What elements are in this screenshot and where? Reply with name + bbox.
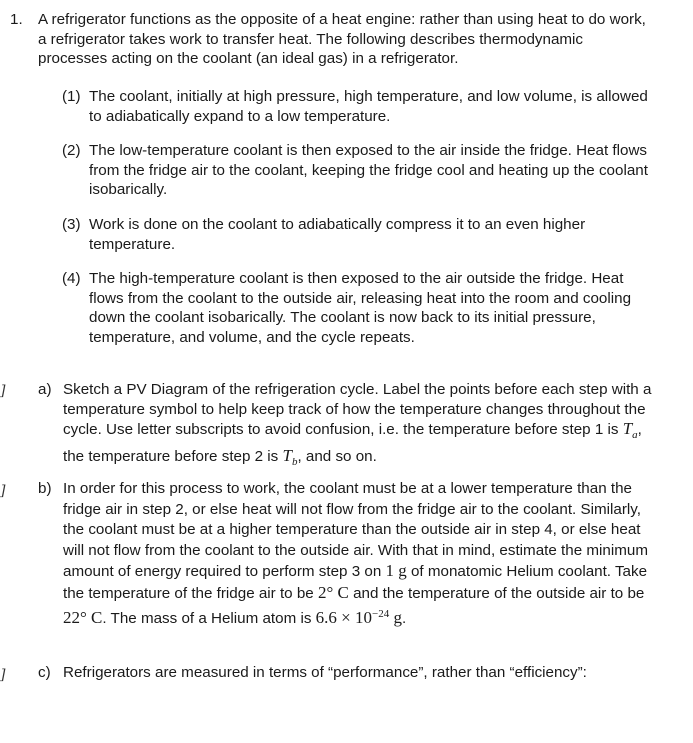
step-3 xyxy=(62,215,652,254)
part-a xyxy=(38,380,658,472)
margin-bracket: ] xyxy=(0,667,6,683)
part-label: c) xyxy=(38,664,51,681)
step-1 xyxy=(62,87,652,126)
margin-bracket: ] xyxy=(0,483,6,499)
step-4 xyxy=(62,269,652,347)
step-text: Work is done on the coolant to adiabatically compress it to an even higher temperature. xyxy=(89,216,586,253)
step-number: (4) xyxy=(62,270,81,287)
part-b xyxy=(38,479,658,630)
step-number: (1) xyxy=(62,88,81,105)
step-text: The coolant, initially at high pressure, high temperature, and low volume, is allowed to adiabatically expand to a low temperature. xyxy=(89,88,648,125)
question-number: 1. xyxy=(10,11,23,28)
part-text: Sketch a PV Diagram of the refrigeration cycle. Label the points before each step with a temperature symbol to help keep track of how the temperature changes throughout the cycle. Use letter subscripts to avoid confusion, i.e. the temperature before step 1 is $T_a$, the temperature before step 2 is $T_b$, and so on. xyxy=(63,381,652,468)
part-label: b) xyxy=(38,480,52,497)
part-text: Refrigerators are measured in terms of “performance”, rather than “efficiency”: xyxy=(63,664,587,681)
step-text: The low-temperature coolant is then exposed to the air inside the fridge. Heat flows from the fridge air to the coolant, keeping the fridge cool and heating up the coolant isobarically. xyxy=(89,142,648,198)
part-c xyxy=(38,663,658,683)
part-text: In order for this process to work, the coolant must be at a lower temperature than the fridge air in step 2, or else heat will not flow from the fridge air to the coolant. Similarly, the coolant must be at a higher temperature than the outside air in step 4, or else heat will not flow from the coolant to the outside air. With that in mind, estimate the minimum amount of energy required to perform step 3 on 1 g of monatomic Helium coolant. Take the temperature of the fridge air to be 2° C and the temperature of the outside air to be 22° C. The mass of a Helium atom is $6.6 \times 10^{-24}$ g. xyxy=(63,480,648,628)
question-intro: A refrigerator functions as the opposite of a heat engine: rather than using heat to do work, a refrigerator takes work to transfer heat. The following describes thermodynamic processes acting on the coolant (an ideal gas) in a refrigerator. xyxy=(38,11,646,67)
margin-bracket: ] xyxy=(0,383,6,399)
step-text: The high-temperature coolant is then exposed to the air outside the fridge. Heat flows from the coolant to the outside air, releasing heat into the room and cooling down the coolant isobarically. The coolant is now back to its initial pressure, temperature, and volume, and the cycle repeats. xyxy=(89,270,632,346)
part-label: a) xyxy=(38,381,52,398)
step-2 xyxy=(62,141,652,200)
step-number: (3) xyxy=(62,216,81,233)
step-number: (2) xyxy=(62,142,81,159)
